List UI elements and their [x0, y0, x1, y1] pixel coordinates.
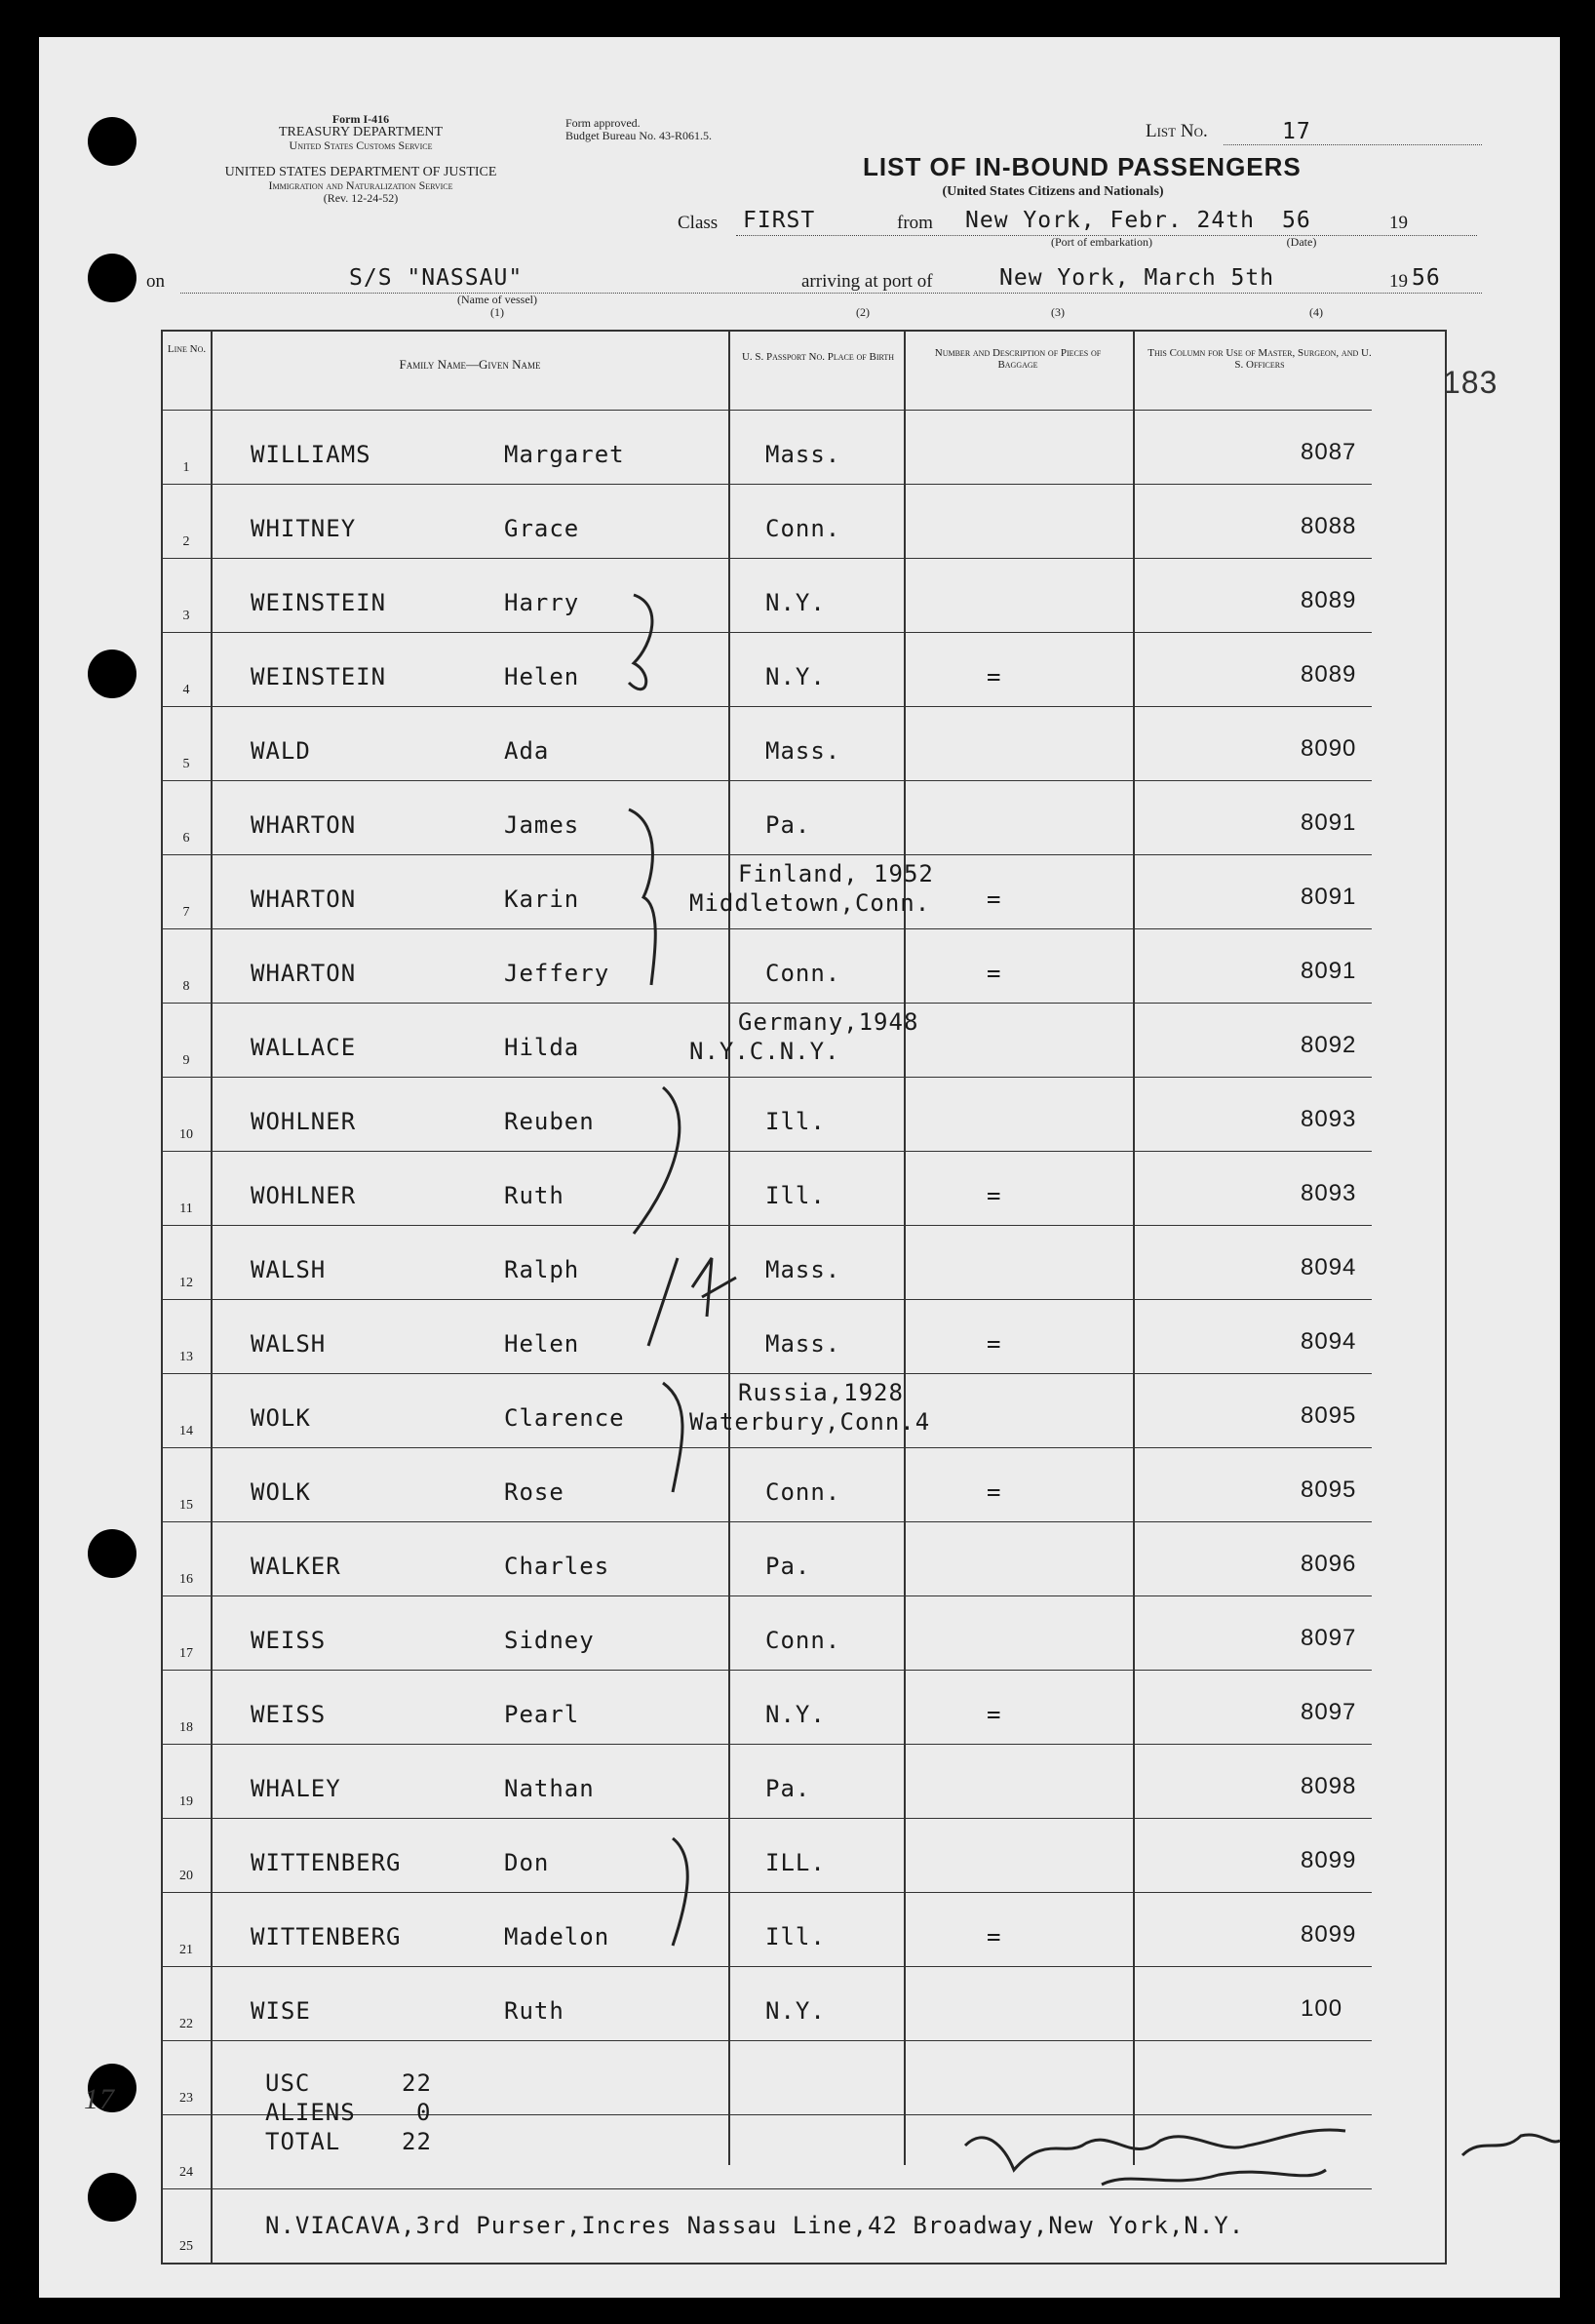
family-name: WHARTON [251, 886, 357, 913]
document-title: LIST OF IN-BOUND PASSENGERS [863, 152, 1302, 181]
line-number: 12 [179, 1276, 193, 1290]
given-name: Helen [504, 1330, 580, 1358]
table-row [163, 928, 1372, 1004]
officer-number: 8094 [1301, 1328, 1357, 1355]
line-number: 17 [179, 1646, 193, 1661]
place-of-birth: Pa. [765, 811, 811, 839]
list-no-label: List No. [1146, 121, 1208, 141]
baggage: = [987, 1923, 1002, 1950]
place-of-birth: Conn. [765, 515, 841, 542]
treasury-department: TREASURY DEPARTMENT [278, 125, 444, 139]
family-name: WEISS [251, 1701, 327, 1728]
family-name: WHALEY [251, 1775, 341, 1802]
caption-2: (2) [856, 305, 870, 319]
officer-number: 8092 [1301, 1032, 1357, 1058]
place-of-birth: Mass. [765, 737, 841, 765]
place-of-birth: N.Y. [765, 663, 826, 690]
class-value: FIRST [743, 208, 816, 233]
form-number: Form I-416 [331, 112, 390, 126]
table-row [163, 1003, 1372, 1078]
place-of-birth: Mass. [765, 1330, 841, 1358]
header-baggage: Number and Description of Pieces of Baggage [934, 347, 1102, 371]
given-name: Reuben [504, 1108, 595, 1135]
family-name: WEINSTEIN [251, 663, 387, 690]
page-number: 183 [1443, 365, 1498, 400]
given-name: Ralph [504, 1256, 580, 1283]
given-name: Jeffery [504, 960, 610, 987]
class-label: Class [678, 213, 719, 233]
family-name: WALSH [251, 1330, 327, 1358]
family-name: WEINSTEIN [251, 589, 387, 616]
given-name: Nathan [504, 1775, 595, 1802]
officer-number: 8093 [1301, 1106, 1357, 1132]
family-name: WOLK [251, 1478, 311, 1506]
table-row [163, 1299, 1372, 1374]
arriving-label: arriving at port of [801, 271, 933, 292]
place-of-birth: Finland, 1952 [738, 860, 934, 887]
table-row [163, 1818, 1372, 1893]
family-name: WITTENBERG [251, 1849, 402, 1876]
caption-4: (4) [1309, 305, 1323, 319]
line-number: 3 [182, 609, 190, 623]
vessel-name: S/S "NASSAU" [349, 265, 524, 291]
punch-hole [88, 254, 136, 302]
given-name: Sidney [504, 1627, 595, 1654]
line-number: 2 [182, 534, 190, 549]
family-name: WOLK [251, 1404, 311, 1432]
family-name: WISE [251, 1997, 311, 2025]
date-caption: (Date) [1286, 235, 1317, 249]
line-number: 6 [182, 831, 190, 846]
place-of-birth: N.Y. [765, 1701, 826, 1728]
header-officers: This Column for Use of Master, Surgeon, and U. S. Officers [1148, 347, 1372, 371]
place-of-birth: Ill. [765, 1182, 826, 1209]
line-number: 1 [182, 460, 190, 475]
place-of-birth: Pa. [765, 1775, 811, 1802]
revision: (Rev. 12-24-52) [323, 191, 399, 205]
place-of-birth: N.Y. [765, 1997, 826, 2025]
line-number: 23 [179, 2091, 193, 2106]
table-row [163, 632, 1372, 707]
officer-number: 8098 [1301, 1773, 1357, 1799]
table-row [163, 1892, 1372, 1967]
line-number: 5 [182, 757, 190, 771]
place-of-birth: Pa. [765, 1553, 811, 1580]
caption-3: (3) [1051, 305, 1065, 319]
table-row [163, 1447, 1372, 1522]
officer-number: 8096 [1301, 1551, 1357, 1577]
header-line-no: Line No. [167, 343, 207, 355]
given-name: Charles [504, 1553, 610, 1580]
given-name: Madelon [504, 1923, 610, 1950]
place-of-birth-line-2: N.Y.C.N.Y. [689, 1038, 840, 1065]
family-name: WALKER [251, 1553, 341, 1580]
given-name: Ada [504, 737, 550, 765]
given-name: Karin [504, 886, 580, 913]
table-row [163, 706, 1372, 781]
given-name: Ruth [504, 1182, 564, 1209]
line-number: 21 [179, 1943, 193, 1957]
usc-count: 22 [402, 2069, 432, 2097]
punch-hole [88, 650, 136, 698]
baggage: = [987, 1701, 1002, 1728]
baggage: = [987, 960, 1002, 987]
given-name: Pearl [504, 1701, 580, 1728]
ins-service: Immigration and Naturalization Service [268, 178, 453, 192]
aliens-count: 0 [416, 2099, 432, 2126]
form-approved: Form approved. [565, 116, 641, 130]
baggage: = [987, 1478, 1002, 1506]
header-name: Family Name—Given Name [399, 357, 541, 372]
table-row [163, 410, 1372, 485]
officer-number: 8091 [1301, 809, 1357, 836]
baggage: = [987, 886, 1002, 913]
place-of-birth-line-2: Middletown,Conn. [689, 889, 931, 917]
punch-hole [88, 117, 136, 166]
family-name: WALD [251, 737, 311, 765]
officer-number: 8091 [1301, 884, 1357, 910]
place-of-birth: Ill. [765, 1108, 826, 1135]
table-row [163, 1373, 1372, 1448]
table-row [163, 1670, 1372, 1745]
officer-number: 8095 [1301, 1477, 1357, 1503]
family-name: WITTENBERG [251, 1923, 402, 1950]
given-name: Harry [504, 589, 580, 616]
table-row [163, 558, 1372, 633]
place-of-birth: Conn. [765, 1627, 841, 1654]
baggage: = [987, 1182, 1002, 1209]
arrival-year-prefix: 19 [1389, 271, 1408, 292]
punch-hole [88, 1529, 136, 1578]
table-row [163, 1744, 1372, 1819]
embark-year: 56 [1282, 208, 1311, 233]
officer-number: 8088 [1301, 513, 1357, 539]
place-of-birth: Conn. [765, 1478, 841, 1506]
officer-number: 8093 [1301, 1180, 1357, 1206]
place-of-birth: N.Y. [765, 589, 826, 616]
given-name: James [504, 811, 580, 839]
margin-note: 17 [84, 2083, 115, 2115]
department-of-justice: UNITED STATES DEPARTMENT OF JUSTICE [224, 165, 497, 179]
place-of-birth: Conn. [765, 960, 841, 987]
total-count: 22 [402, 2128, 432, 2155]
officer-number: 8097 [1301, 1699, 1357, 1725]
port-embark-caption: (Port of embarkation) [1051, 235, 1152, 249]
given-name: Clarence [504, 1404, 625, 1432]
on-label: on [146, 271, 165, 292]
table-row [163, 1151, 1372, 1226]
line-number: 16 [179, 1572, 193, 1587]
baggage: = [987, 1330, 1002, 1358]
vessel-line [180, 293, 1482, 294]
from-label: from [897, 213, 933, 233]
officer-number: 8099 [1301, 1847, 1357, 1873]
family-name: WHARTON [251, 960, 357, 987]
line-number: 8 [182, 979, 190, 994]
family-name: WEISS [251, 1627, 327, 1654]
customs-service: United States Customs Service [289, 138, 433, 152]
officer-number: 8095 [1301, 1402, 1357, 1429]
table-row [163, 1077, 1372, 1152]
line-number: 7 [182, 905, 190, 920]
line-number: 24 [179, 2165, 193, 2180]
arrival-year: 56 [1412, 265, 1441, 291]
place-of-birth: Mass. [765, 1256, 841, 1283]
given-name: Ruth [504, 1997, 564, 2025]
officer-number: 100 [1301, 1995, 1343, 2022]
family-name: WOHLNER [251, 1108, 357, 1135]
usc-label: USC [265, 2069, 311, 2097]
budget-bureau: Budget Bureau No. 43-R061.5. [565, 129, 712, 142]
family-name: WALLACE [251, 1034, 357, 1061]
baggage: = [987, 663, 1002, 690]
given-name: Hilda [504, 1034, 580, 1061]
table-row [163, 1966, 1372, 2041]
list-no-value: 17 [1282, 119, 1311, 144]
embark-year-prefix: 19 [1389, 213, 1408, 233]
list-no-line [1224, 144, 1482, 145]
family-name: WILLIAMS [251, 441, 371, 468]
family-name: WHARTON [251, 811, 357, 839]
table-row [163, 1595, 1372, 1671]
line-number: 20 [179, 1869, 193, 1883]
line-number: 11 [179, 1201, 193, 1216]
table-row [163, 1521, 1372, 1596]
given-name: Grace [504, 515, 580, 542]
line-number: 22 [179, 2017, 193, 2031]
place-of-birth: Ill. [765, 1923, 826, 1950]
caption-1: (1) [490, 305, 504, 319]
arrival-port: New York, March 5th [999, 265, 1275, 291]
given-name: Margaret [504, 441, 625, 468]
family-name: WHITNEY [251, 515, 357, 542]
place-of-birth: ILL. [765, 1849, 826, 1876]
given-name: Helen [504, 663, 580, 690]
table-row [163, 484, 1372, 559]
line-number: 4 [182, 683, 190, 697]
total-label: TOTAL [265, 2128, 341, 2155]
passenger-table [161, 330, 1447, 2265]
officer-number: 8091 [1301, 958, 1357, 984]
place-of-birth: Russia,1928 [738, 1379, 904, 1406]
vessel-caption: (Name of vessel) [457, 293, 537, 306]
line-number: 18 [179, 1720, 193, 1735]
line-number: 14 [179, 1424, 193, 1438]
officer-number: 8097 [1301, 1625, 1357, 1651]
table-row [163, 780, 1372, 855]
line-number: 10 [179, 1127, 193, 1142]
header-passport: U. S. Passport No. Place of Birth [741, 351, 895, 363]
punch-hole [88, 2173, 136, 2222]
given-name: Don [504, 1849, 550, 1876]
line-number: 15 [179, 1498, 193, 1513]
officer-number: 8089 [1301, 587, 1357, 613]
officer-number: 8089 [1301, 661, 1357, 688]
officer-number: 8090 [1301, 735, 1357, 762]
place-of-birth-line-2: Waterbury,Conn.4 [689, 1408, 931, 1436]
place-of-birth: Germany,1948 [738, 1008, 919, 1036]
line-number: 9 [182, 1053, 190, 1068]
table-row [163, 854, 1372, 929]
table-row [163, 1225, 1372, 1300]
place-of-birth: Mass. [765, 441, 841, 468]
given-name: Rose [504, 1478, 564, 1506]
document-subtitle: (United States Citizens and Nationals) [942, 184, 1164, 199]
port-of-embarkation: New York, Febr. 24th [965, 208, 1255, 233]
aliens-label: ALIENS [265, 2099, 356, 2126]
line-number: 19 [179, 1794, 193, 1809]
purser-line: N.VIACAVA,3rd Purser,Incres Nassau Line,42 Broadway,New York,N.Y. [265, 2212, 1245, 2239]
officer-number: 8094 [1301, 1254, 1357, 1280]
family-name: WALSH [251, 1256, 327, 1283]
officer-number: 8087 [1301, 439, 1357, 465]
family-name: WOHLNER [251, 1182, 357, 1209]
line-number: 25 [179, 2239, 193, 2254]
officer-number: 8099 [1301, 1921, 1357, 1948]
line-number: 13 [179, 1350, 193, 1364]
